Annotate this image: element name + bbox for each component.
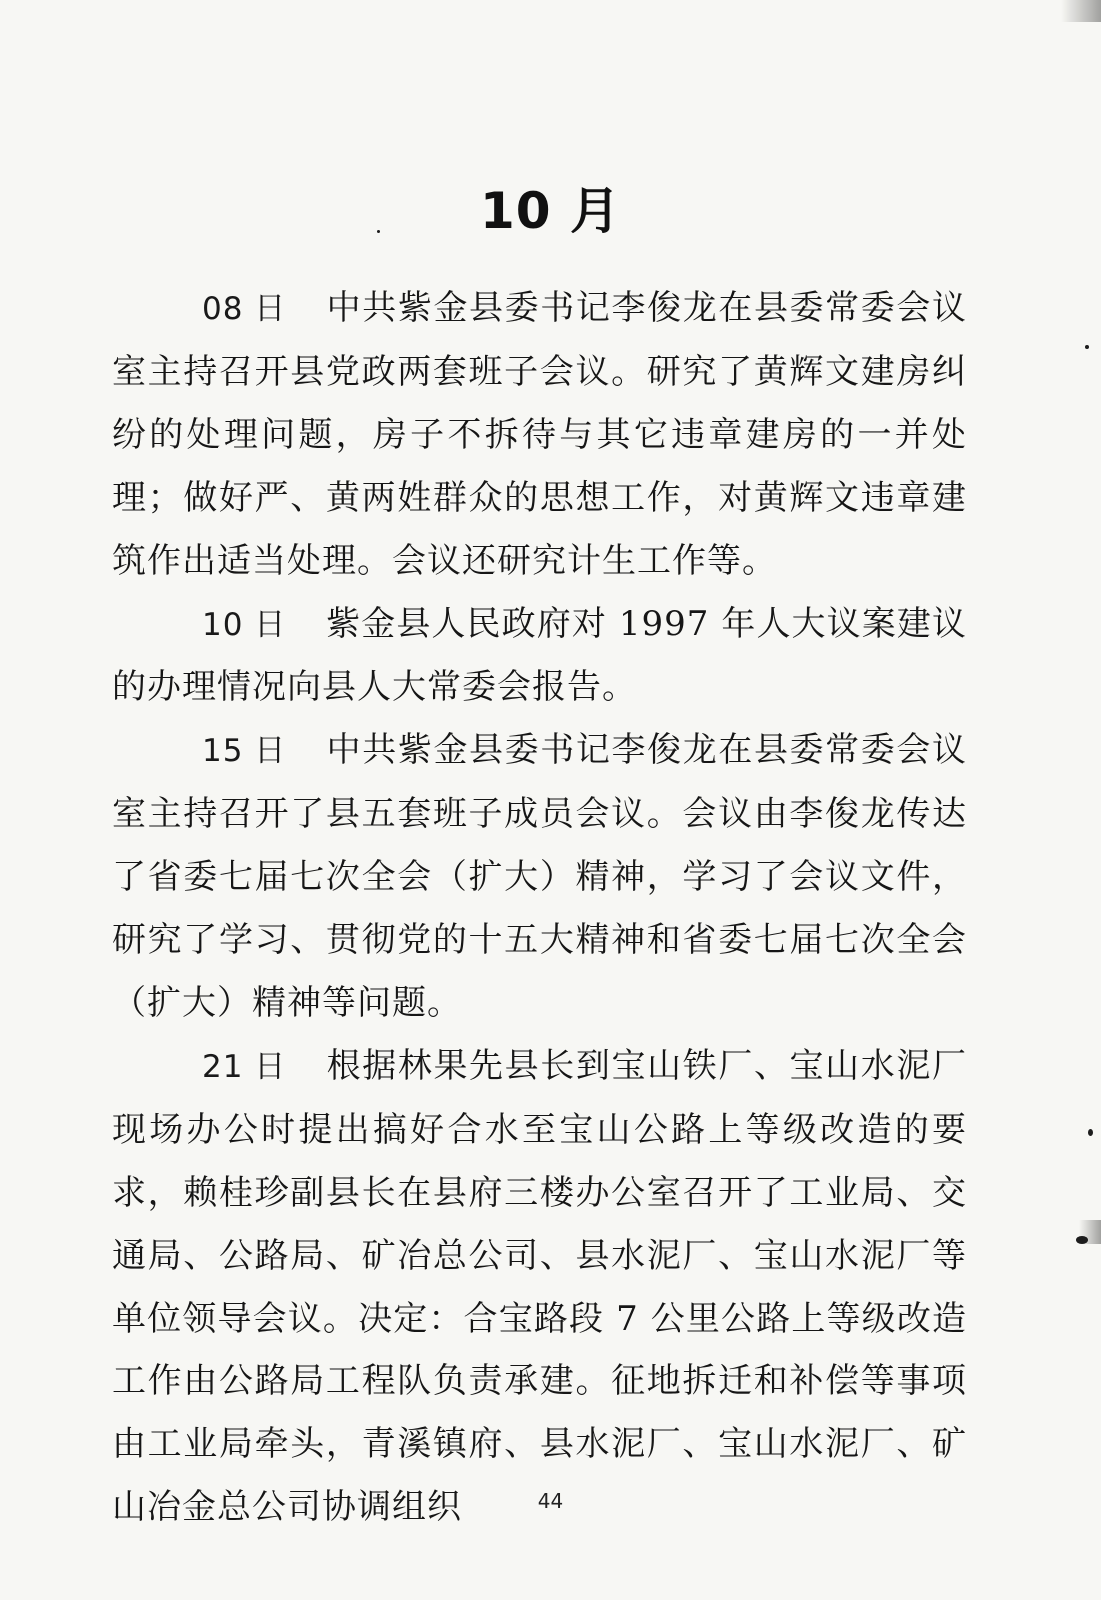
entry-21 (112, 1035, 967, 1539)
entry-date: 08 日 (202, 291, 287, 327)
scan-edge-mark (1061, 0, 1101, 22)
month-title: 10 月 (480, 181, 621, 240)
scan-speck (1088, 1129, 1093, 1136)
entry-10 (112, 593, 967, 720)
entry-text: 中共紫金县委书记李俊龙在县委常委会议室主持召开县党政两套班子会议。研究了黄辉文建房纠纷的处理问题，房子不拆待与其它违章建房的一并处理；做好严、黄两姓群众的思想工作，对黄辉文违章建筑作出适当处理。会议还研究计生工作等。 (112, 288, 967, 581)
entry-text: 根据林果先县长到宝山铁厂、宝山水泥厂现场办公时提出搞好合水至宝山公路上等级改造的要求，赖桂珍副县长在县府三楼办公室召开了工业局、交通局、公路局、矿冶总公司、县水泥厂、宝山水泥厂等单位领导会议。决定：合宝路段 7 公里公路上等级改造工作由公路局工程队负责承建。征地拆迁和补偿等事项由工业局牵头，青溪镇府、县水泥厂、宝山水泥厂、矿山冶金总公司协调组织 (112, 1045, 967, 1528)
scan-speck (1085, 345, 1089, 349)
entry-08 (112, 277, 967, 593)
chronicle-entries (112, 277, 967, 1539)
entry-date: 15 日 (202, 733, 287, 770)
entry-date: 21 日 (202, 1048, 287, 1085)
entry-text: 中共紫金县委书记李俊龙在县委常委会议室主持召开了县五套班子成员会议。会议由李俊龙传达了省委七届七次全会（扩大）精神，学习了会议文件，研究了学习、贯彻党的十五大精神和省委七届七次全会（扩大）精神等问题。 (112, 730, 967, 1023)
entry-date: 10 日 (202, 606, 287, 643)
entry-text: 紫金县人民政府对 1997 年人大议案建议的办理情况向县人大常委会报告。 (112, 603, 967, 708)
page-number: 44 (537, 1489, 564, 1513)
scan-speck (1076, 1236, 1088, 1244)
entry-15 (112, 719, 967, 1035)
